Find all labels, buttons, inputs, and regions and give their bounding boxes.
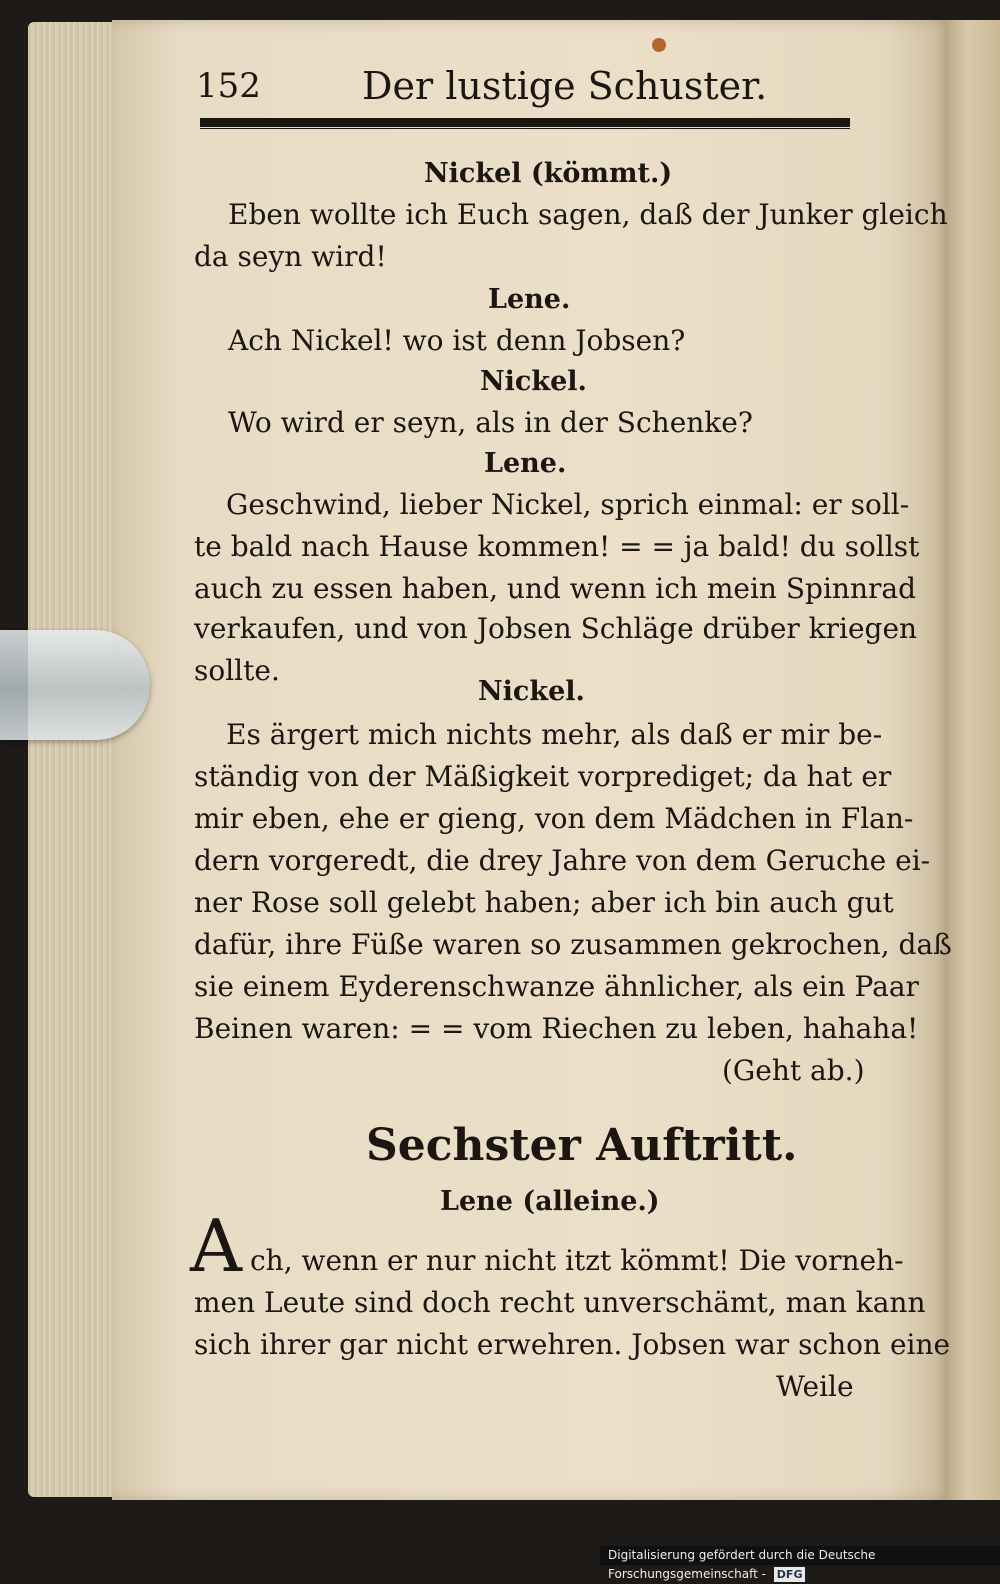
text-line: ch, wenn er nur nicht itzt kömmt! Die vorneh- — [250, 1244, 904, 1277]
text-line: Ach Nickel! wo ist denn Jobsen? — [228, 324, 686, 357]
book-spine — [945, 20, 1000, 1500]
text-line: te bald nach Hause kommen! = = ja bald! du sollst — [194, 530, 920, 563]
text-line: Beinen waren: = = vom Riechen zu leben, hahaha! — [194, 1012, 919, 1045]
dfg-logo: DFG — [774, 1567, 806, 1582]
text-line: mir eben, ehe er gieng, von dem Mädchen in Flan- — [194, 802, 914, 835]
speaker-label: Lene. — [488, 284, 571, 315]
credit-text: Digitalisierung gefördert durch die Deutsche Forschungsgemeinschaft - — [608, 1548, 876, 1581]
text-line: dern vorgeredt, die drey Jahre von dem Geruche ei- — [194, 844, 931, 877]
ink-stain — [652, 38, 666, 52]
text-line: men Leute sind doch recht unverschämt, man kann — [194, 1286, 926, 1319]
scene-speaker-label: Lene (alleine.) — [440, 1186, 660, 1217]
text-line: ständig von der Mäßigkeit vorprediget; da hat er — [194, 760, 892, 793]
text-line: da seyn wird! — [194, 240, 387, 273]
text-line: verkaufen, und von Jobsen Schläge drüber kriegen — [194, 612, 918, 645]
speaker-label: Lene. — [484, 448, 567, 479]
text-line: auch zu essen haben, und wenn ich mein Spinnrad — [194, 572, 916, 605]
text-line: Wo wird er seyn, als in der Schenke? — [228, 406, 753, 439]
text-line: ner Rose soll gelebt haben; aber ich bin auch gut — [194, 886, 894, 919]
text-line: sie einem Eyderenschwanze ähnlicher, als ein Paar — [194, 970, 919, 1003]
speaker-label: Nickel. — [478, 676, 585, 707]
speaker-label: Nickel. — [480, 366, 587, 397]
stage-direction: (Geht ab.) — [722, 1054, 865, 1087]
header-rule-thin — [200, 128, 850, 129]
text-line: dafür, ihre Füße waren so zusammen gekrochen, daß — [194, 928, 952, 961]
drop-cap: A — [190, 1204, 242, 1288]
running-title: Der lustige Schuster. — [362, 64, 768, 108]
digitization-credit-bar — [600, 1546, 1000, 1581]
header-rule — [200, 118, 850, 127]
glass-bookmark-weight — [0, 630, 150, 740]
text-line: sollte. — [194, 654, 280, 687]
scene-heading: Sechster Auftritt. — [366, 1120, 798, 1171]
text-line: sich ihrer gar nicht erwehren. Jobsen war schon eine — [194, 1328, 951, 1361]
speaker-label: Nickel (kömmt.) — [424, 158, 673, 189]
text-line: Eben wollte ich Euch sagen, daß der Junker gleich — [228, 198, 948, 231]
page-number: 152 — [196, 66, 261, 106]
text-line: Geschwind, lieber Nickel, sprich einmal: er soll- — [226, 488, 910, 521]
text-line: Es ärgert mich nichts mehr, als daß er mir be- — [226, 718, 883, 751]
catchword: Weile — [776, 1370, 854, 1403]
